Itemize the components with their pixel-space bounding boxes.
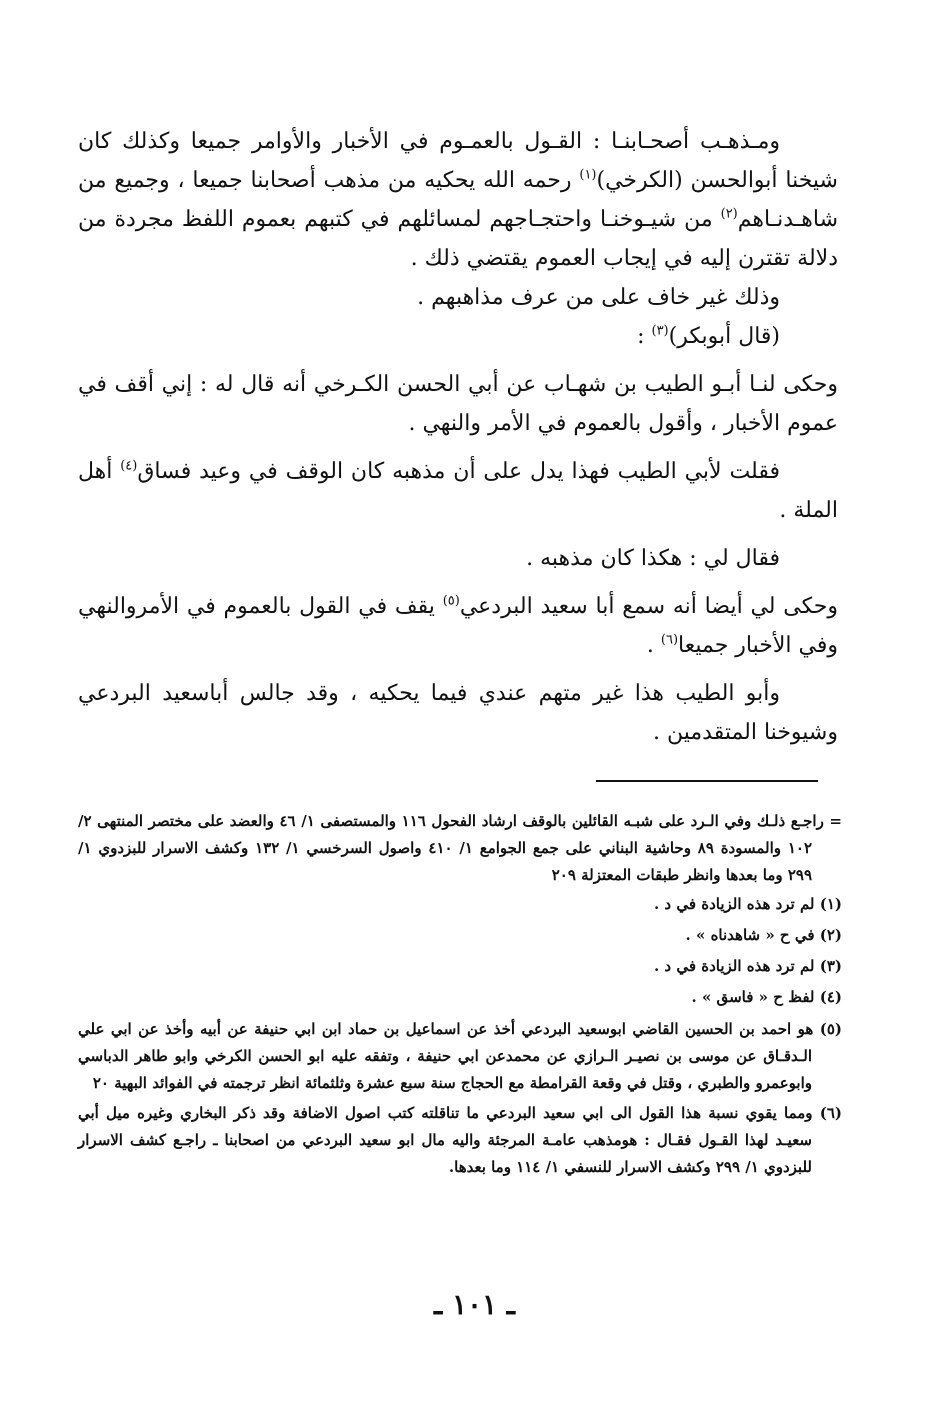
footnote-2-text: (٢) في ح « شاهدناه » . [685,926,842,944]
paragraph-3-text: (قال أبوبكر)$^{(٣)}$ : [637,323,780,349]
footnote-ref: (٤) [120,458,138,474]
paragraph-5 [78,452,838,530]
footnote-ref: (٥) [442,593,460,609]
footnote-ref: (٦) [660,632,679,648]
paragraph-1 [78,122,838,278]
paragraph-2-text: وذلك غير خاف على من عرف مذاهبهم . [417,285,780,310]
footnote-6-text: (٦) ومما يقوي نسبة هذا القول الى ابي سعيد البردعي ما تناقلته كتب اصول الاضافة وقد ذكر البخاري وغيره ميل أبي سعيـد لهذا القـول فقـال : هومذهب عامـة المرجئة واليه مال ابو سعيد البردعي من اصحابنا ـ راجـع كشف الاسرار للبزدوي ١/ ٢٩٩ وكشف الاسرار للنسفي ١/ ١١٤ وما بعدها. [78,1104,842,1176]
footnote-1 [78,889,842,920]
footnote-5-text: (٥) هو احمد بن الحسين القاضي ابوسعيد البردعي أخذ عن اسماعيل بن حماد ابن ابي حنيفة عن أبيه وأخذ عن ابي علي الـدقـاق عن موسى بن نصيـر الـرازي عن محمدعن ابي حنيفة ، وتفقه عليه ابو الحسن الكرخي وابو طاهر الدباسي وابوعمرو والطبري ، وقتل في وقعة القرامطة مع الحجاج سنة سبع عشرة وثلثمائة انظر ترجمته في الفوائد البهية ٢٠ [78,1020,842,1092]
footnote-separator [596,780,818,782]
paragraph-4-text: وحكى لنـا أبـو الطيب بن شهـاب عن أبي الحسن الكـرخي أنه قال له : إني أقف في عموم الأخبار ، وأقول بالعموم في الأمر والنهي . [78,372,838,436]
footnote-4-text: (٤) لفظ ح « فاسق » . [691,988,842,1006]
footnote-continuation [78,808,842,889]
footnote-continuation-text: = راجـع ذلـك وفي الـرد على شبـه القائلين بالوقف ارشاد الفحول ١١٦ والمستصفى ١/ ٤٦ والعضد على مختصر المنتهى ٢/ ١٠٢ والمسودة ٨٩ وحاشية البناني على جمع الجوامع ١/ ٤١٠ واصول السرخسي ١/ ١٣٢ وكشف الاسرار للبزدوي ١/ ٢٩٩ وما بعدها وانظر طبقات المعتزلة ٢٠٩ [78,812,842,884]
footnote-2 [78,920,842,951]
footnote-5 [78,1016,842,1097]
paragraph-6-text: فقال لي : هكذا كان مذهبه . [526,546,780,571]
paragraph-4 [78,365,838,443]
main-text [78,122,838,752]
footnote-ref: (٢) [720,206,738,222]
footnotes [78,808,842,1181]
paragraph-5-text: فقلت لأبي الطيب فهذا يدل على أن مذهبه كان الوقف في وعيد فساق$^{(٤)}$ أهل الملة . [78,458,838,523]
paragraph-2 [78,278,838,317]
footnote-4 [78,982,842,1013]
footnote-ref: (١) [579,167,597,183]
footnote-1-text: (١) لم ترد هذه الزيادة في د . [653,895,842,913]
paragraph-8-text: وأبو الطيب هذا غير متهم عندي فيما يحكيه ، وقد جالس أباسعيد البردعي وشيوخنا المتقدمين . [78,681,838,745]
footnote-3 [78,951,842,982]
footnote-ref: (٣) [651,323,669,339]
paragraph-7-text: وحكى لي أيضا أنه سمع أبا سعيد البردعي$^{(٥)}$ يقف في القول بالعموم في الأمروالنهي وفي الأخبار جميعا$^{(٦)}$ . [78,593,838,658]
footnote-3-text: (٣) لم ترد هذه الزيادة في د . [653,957,842,975]
page-number: ـ ١٠١ ـ [433,1288,516,1321]
paragraph-6 [78,539,838,578]
footnote-6 [78,1100,842,1181]
paragraph-8 [78,674,838,752]
paragraph-7 [78,587,838,665]
paragraph-1-text: ومـذهـب أصحـابنـا : القـول بالعمـوم في الأخبار والأوامر جميعا وكذلك كان شيخنا أبوالحسن (الكرخي)$^{(١)}$ رحمه الله يحكيه من مذهب أصحابنا جميعا ، وجميع من شاهـدنـاهم$^{(٢)}$ من شيـوخنـا واحتجـاجهم لمسائلهم في كتبهم بعموم اللفظ مجردة من دلالة تقترن إليه في إيجاب العموم يقتضي ذلك . [78,129,838,271]
paragraph-3 [78,317,838,356]
